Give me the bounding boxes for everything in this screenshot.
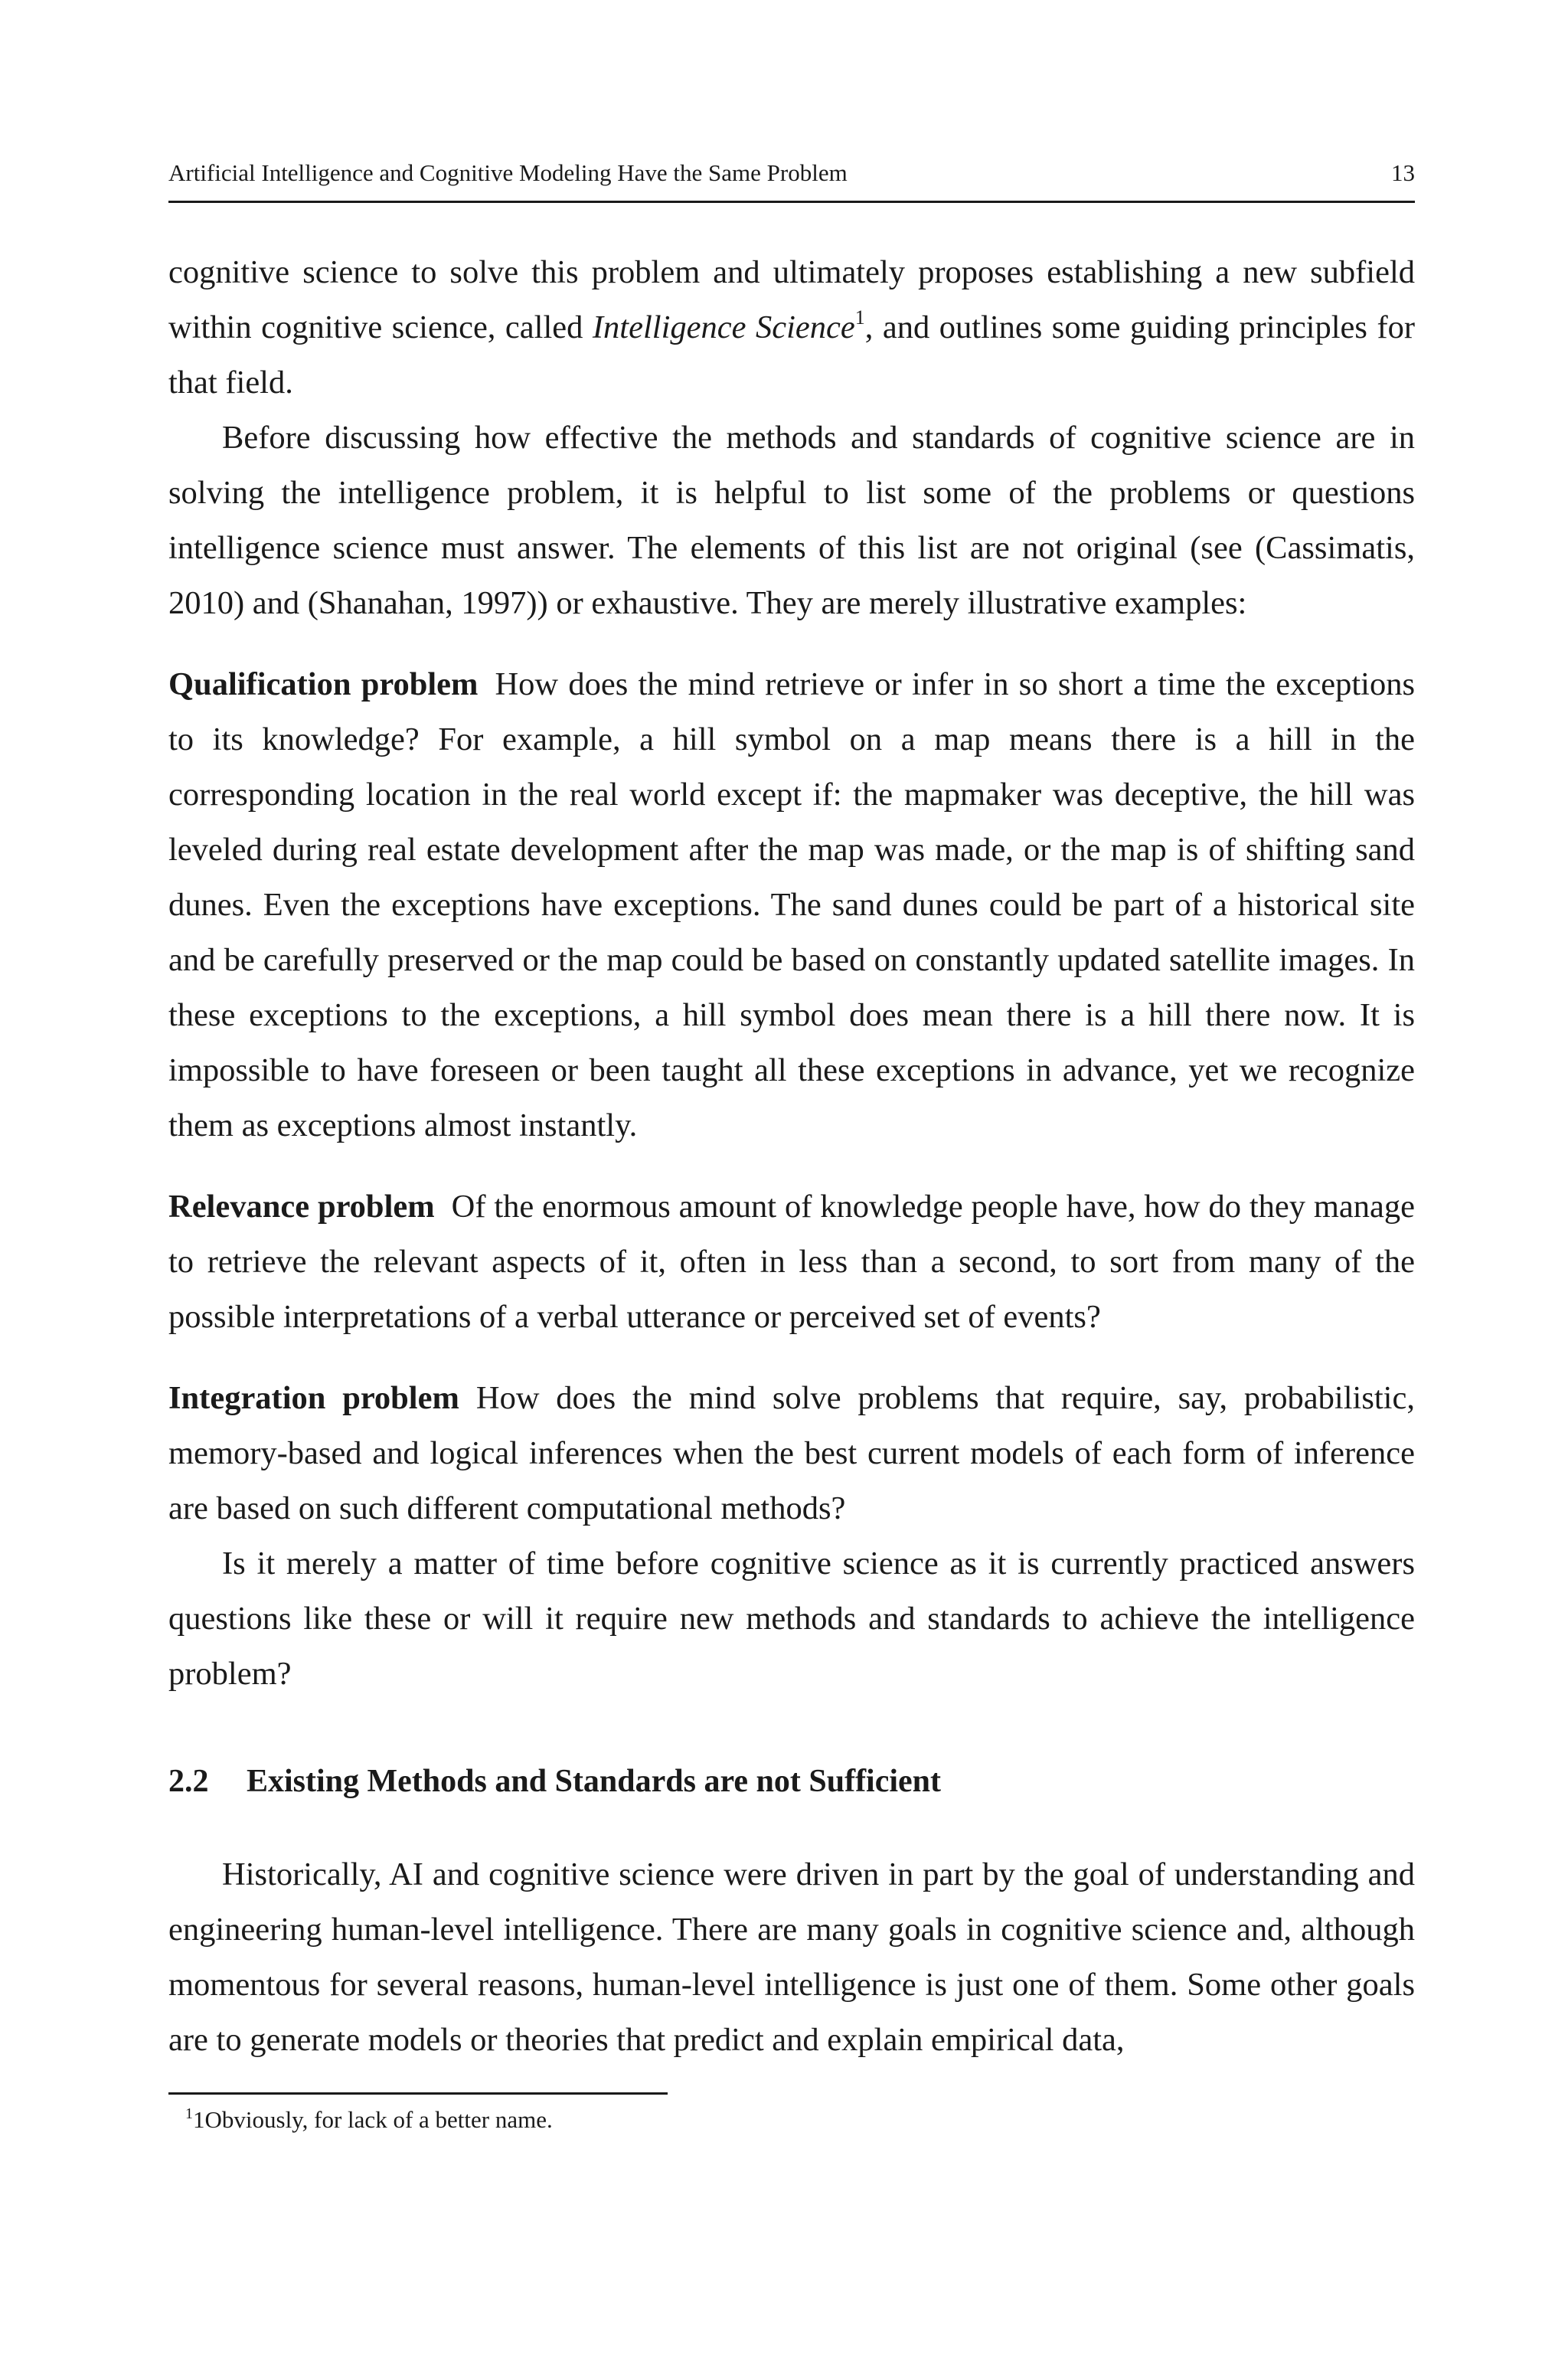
problem-description: How does the mind retrieve or infer in so short a time the exceptions to its knowledge? For example, a hill symbol on a map means there is a hill in the corresponding location in the real world except if: the mapmaker was deceptive, the hill was leveled during real estate development after the map was made, or the map is of shifting sand dunes. Even the exceptions have exceptions. The sand dunes could be part of a historical site and be carefully preserved or the map could be based on constantly updated satellite images. In these exceptions to the exceptions, a hill symbol does mean there is a hill there now. It is impossible to have foreseen or been taught all these exceptions in advance, yet we recognize them as exceptions almost instantly.: [168, 666, 1415, 1143]
section-heading: [168, 1760, 1415, 1803]
footnote-mark: 1: [185, 2105, 193, 2122]
paragraph-section-start: Historically, AI and cognitive science were driven in part by the goal of understanding and engineering human-level intelligence. There are many goals in cognitive science and, although momentous for several reasons, human-level intelligence is just one of them. Some other goals are to generate models or theories that predict and explain empirical data,: [168, 1856, 1415, 2058]
body-text: [168, 245, 1415, 2068]
page-number: 13: [1391, 159, 1415, 186]
section-title: Existing Methods and Standards are not Sufficient: [247, 1764, 942, 1799]
footnote-reference[interactable]: 1: [854, 306, 865, 329]
footnote: [185, 2105, 553, 2135]
footnote-divider: [168, 2092, 668, 2095]
paragraph-text: cognitive science to solve this problem and ultimately proposes establishing a new subfield within cognitive science, called: [168, 254, 1415, 345]
problem-description: Of the enormous amount of knowledge people have, how do they manage to retrieve the relevant aspects of it, often in less than a second, to sort from many of the possible interpretations of a verbal utterance or perceived set of events?: [168, 1189, 1415, 1335]
intelligence-science-term: Intelligence Science: [592, 309, 855, 345]
running-head: [168, 153, 1415, 203]
section-number: 2.2: [168, 1764, 209, 1799]
paragraph-text: , and outlines some guiding principles for that field.: [168, 309, 1416, 401]
paragraph-continuation: [168, 245, 1415, 411]
problem-relevance: [168, 1179, 1415, 1345]
running-head-title: Artificial Intelligence and Cognitive Modeling Have the Same Problem: [168, 159, 848, 186]
paragraph-closing-question: Is it merely a matter of time before cognitive science as it is currently practiced answers questions like these or will it require new methods and standards to achieve the intelligence problem?: [168, 1546, 1415, 1692]
problem-term: Integration problem: [168, 1380, 459, 1416]
problem-description: How does the mind solve problems that require, say, probabilistic, memory-based and logical inferences when the best current models of each form of inference are based on such different computational methods?: [168, 1380, 1415, 1526]
footnote-text: 1Obviously, for lack of a better name.: [193, 2106, 553, 2133]
paragraph-problem-intro: Before discussing how effective the methods and standards of cognitive science are in solving the intelligence problem, it is helpful to list some of the problems or questions intelligence science must answer. The elements of this list are not original (see (Cassimatis, 2010) and (Shanahan, 1997)) or exhaustive. They are merely illustrative examples:: [168, 420, 1415, 621]
problem-integration: [168, 1371, 1415, 1536]
problem-qualification: [168, 657, 1415, 1153]
problem-term: Qualification problem: [168, 666, 479, 702]
problem-term: Relevance problem: [168, 1189, 435, 1225]
